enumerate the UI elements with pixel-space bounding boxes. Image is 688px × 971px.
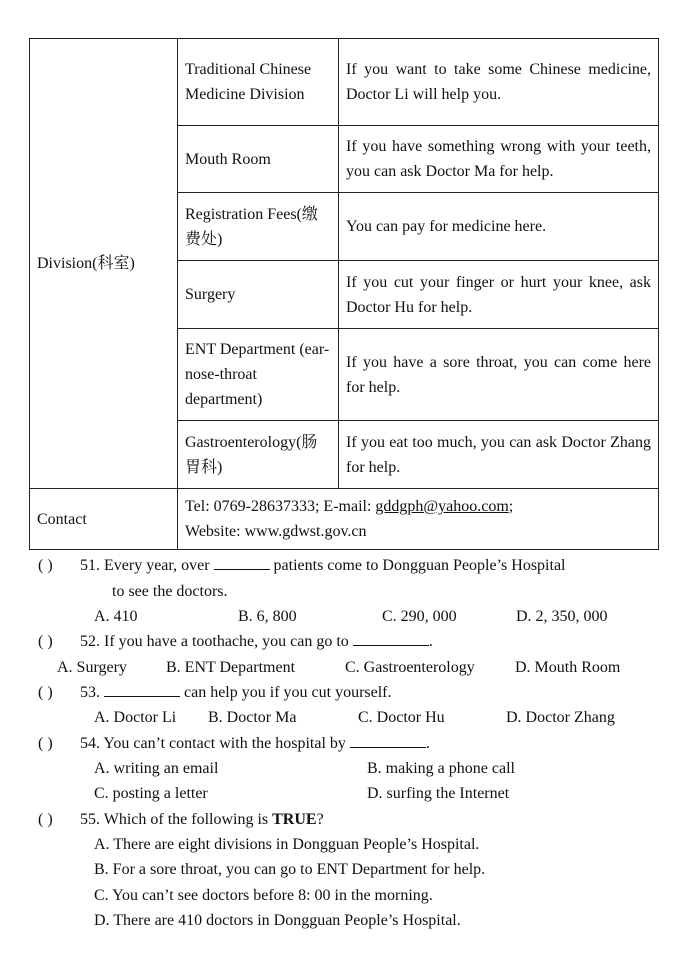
division-name-cell: Registration Fees(缴费处) — [178, 193, 339, 261]
contact-website: Website: www.gdwst.gov.cn — [185, 523, 367, 540]
fill-blank — [350, 731, 426, 748]
option-c[interactable]: C. You can’t see doctors before 8: 00 in the morning. — [94, 887, 433, 904]
option-b[interactable]: B. Doctor Ma — [208, 709, 297, 726]
answer-blank[interactable]: ( ) — [38, 811, 53, 828]
option-a[interactable]: A. Surgery — [57, 659, 127, 676]
division-desc-cell: You can pay for medicine here. — [339, 193, 659, 261]
question-stem-cont: to see the doctors. — [112, 583, 228, 600]
division-label-cell: Division(科室) — [30, 39, 178, 489]
question-stem: 51. Every year, over patients come to Dongguan People’s Hospital — [80, 553, 565, 578]
question-stem: 52. If you have a toothache, you can go to . — [80, 629, 433, 654]
option-a[interactable]: A. writing an email — [94, 760, 219, 777]
division-desc-cell: If you cut your finger or hurt your knee, ask Doctor Hu for help. — [339, 261, 659, 329]
question-stem: 54. You can’t contact with the hospital by . — [80, 731, 430, 756]
division-desc-cell: If you want to take some Chinese medicine, Doctor Li will help you. — [339, 39, 659, 126]
option-d[interactable]: D. 2, 350, 000 — [516, 608, 608, 625]
option-b[interactable]: B. ENT Department — [166, 659, 296, 676]
option-c[interactable]: C. Gastroenterology — [345, 659, 475, 676]
option-c[interactable]: C. 290, 000 — [382, 608, 457, 625]
fill-blank — [214, 553, 270, 570]
division-name-cell: ENT Department (ear-nose-throat department) — [178, 329, 339, 421]
option-c[interactable]: C. posting a letter — [94, 785, 208, 802]
contact-label-cell: Contact — [30, 489, 178, 550]
option-b[interactable]: B. For a sore throat, you can go to ENT Department for help. — [94, 861, 486, 878]
division-name-cell: Surgery — [178, 261, 339, 329]
answer-blank[interactable]: ( ) — [38, 557, 53, 574]
answer-blank[interactable]: ( ) — [38, 684, 53, 701]
division-name-cell: Traditional Chinese Medicine Division — [178, 39, 339, 126]
table-row — [30, 489, 659, 550]
division-name-cell: Gastroenterology(肠胃科) — [178, 421, 339, 489]
division-desc-cell: If you eat too much, you can ask Doctor Zhang for help. — [339, 421, 659, 489]
contact-email-suffix: ; — [508, 498, 514, 515]
division-desc-cell: If you have something wrong with your teeth, you can ask Doctor Ma for help. — [339, 126, 659, 193]
table-row — [30, 39, 659, 126]
option-b[interactable]: B. 6, 800 — [238, 608, 297, 625]
answer-blank[interactable]: ( ) — [38, 735, 53, 752]
contact-email-link[interactable]: gddgph@yahoo.com — [375, 498, 509, 515]
option-a[interactable]: A. 410 — [94, 608, 138, 625]
option-d[interactable]: D. There are 410 doctors in Dongguan People’s Hospital. — [94, 912, 461, 929]
option-d[interactable]: D. Doctor Zhang — [506, 709, 615, 726]
contact-info-cell — [178, 489, 659, 550]
division-name-cell: Mouth Room — [178, 126, 339, 193]
option-d[interactable]: D. Mouth Room — [515, 659, 621, 676]
question-stem: 53. can help you if you cut yourself. — [80, 680, 392, 705]
question-stem: 55. Which of the following is TRUE? — [80, 811, 324, 828]
division-desc-cell: If you have a sore throat, you can come here for help. — [339, 329, 659, 421]
option-c[interactable]: C. Doctor Hu — [358, 709, 445, 726]
option-a[interactable]: A. Doctor Li — [94, 709, 177, 726]
contact-tel: Tel: 0769-28637333; E-mail: — [185, 498, 376, 515]
answer-blank[interactable]: ( ) — [38, 633, 53, 650]
fill-blank — [353, 629, 429, 646]
option-d[interactable]: D. surfing the Internet — [367, 785, 510, 802]
fill-blank — [104, 680, 180, 697]
option-b[interactable]: B. making a phone call — [367, 760, 515, 777]
option-a[interactable]: A. There are eight divisions in Dongguan People’s Hospital. — [94, 836, 480, 853]
hospital-info-table — [29, 38, 659, 550]
